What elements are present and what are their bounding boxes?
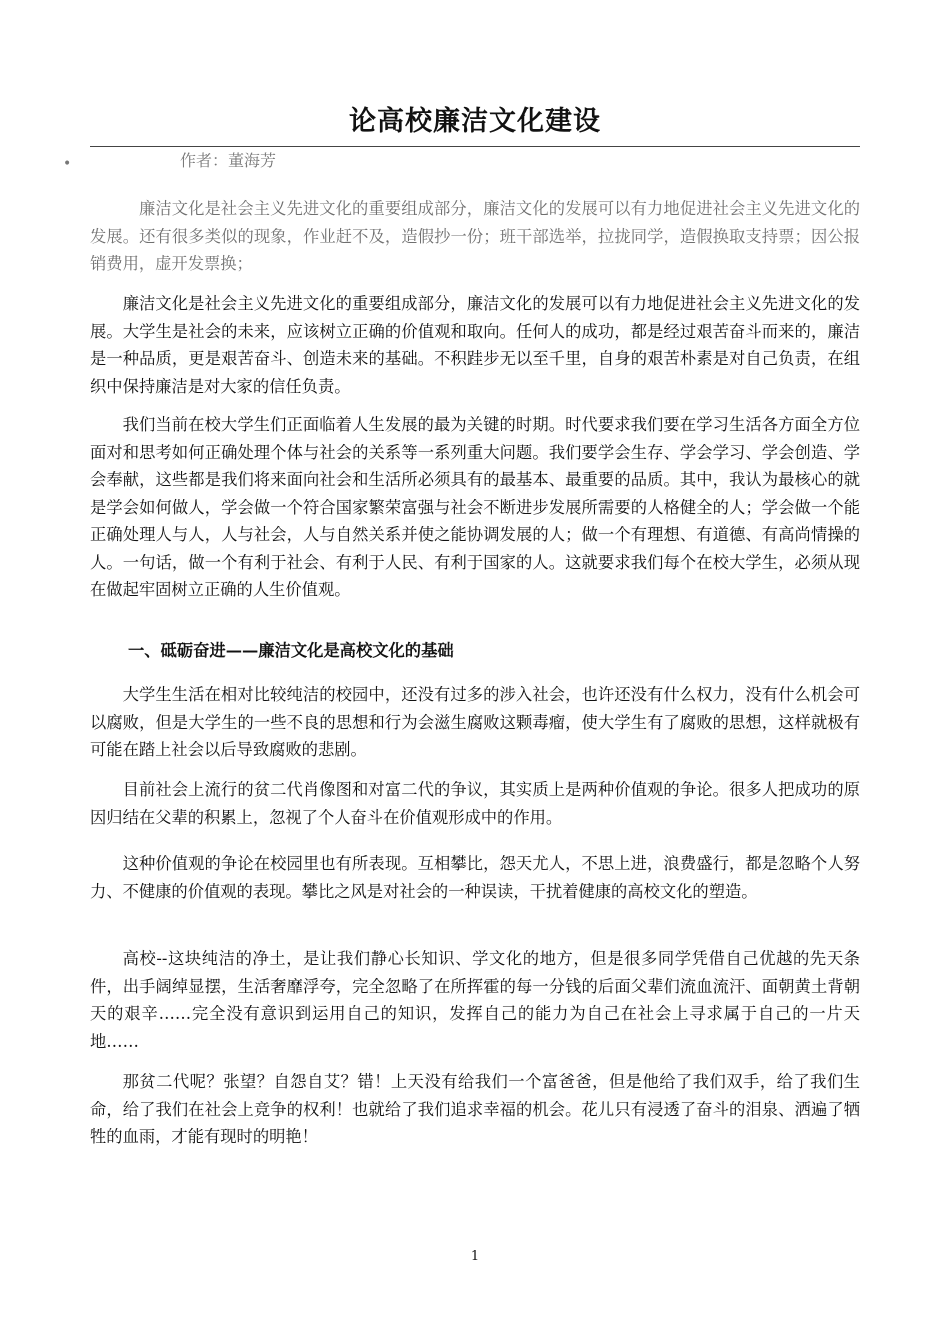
section-heading: 一、砥砺奋进——廉洁文化是高校文化的基础 [128,641,454,660]
abstract-paragraph: 廉洁文化是社会主义先进文化的重要组成部分，廉洁文化的发展可以有力地促进社会主义先进文化的发展。还有很多类似的现象，作业赶不及，造假抄一份；班干部选举，拉拢同学，造假换取支持票；因公报销费用，虚开发票换； [90,199,860,273]
document-title: 论高校廉洁文化建设 [349,106,601,137]
page-number: 1 [470,1249,480,1264]
section-paragraph-2: 目前社会上流行的贫二代肖像图和对富二代的争议，其实质上是两种价值观的争论。很多人把成功的原因归结在父辈的积累上，忽视了个人奋斗在价值观形成中的作用。 [90,780,860,827]
body-paragraph-2: 我们当前在校大学生们正面临着人生发展的最为关键的时期。时代要求我们要在学习生活各方面全方位面对和思考如何正确处理个体与社会的关系等一系列重大问题。我们要学会生存、学会学习、学会创造、学会奉献，这些都是我们将来面向社会和生活所必须具有的最基本、最重要的品质。其中，我认为最核心的就是学会如何做人，学会做一个符合国家繁荣富强与社会不断进步发展所需要的人格健全的人；学会做一个能正确处理人与人，人与社会，人与自然关系并使之能协调发展的人；做一个有理想、有道德、有高尚情操的人。一句话，做一个有利于社会、有利于人民、有利于国家的人。这就要求我们每个在校大学生，必须从现在做起牢固树立正确的人生价值观。 [90,415,860,599]
bullet-marker: • [63,156,72,172]
author-line: 作者：董海芳 [180,151,277,170]
title-divider [90,146,860,147]
section-paragraph-3: 这种价值观的争论在校园里也有所表现。互相攀比，怨天尤人，不思上进，浪费盛行，都是忽略个人努力、不健康的价值观的表现。攀比之风是对社会的一种误读，干扰着健康的高校文化的塑造。 [90,854,860,901]
section-paragraph-1: 大学生生活在相对比较纯洁的校园中，还没有过多的涉入社会，也许还没有什么权力，没有什么机会可以腐败，但是大学生的一些不良的思想和行为会滋生腐败这颗毒瘤，使大学生有了腐败的思想，这样就极有可能在踏上社会以后导致腐败的悲剧。 [90,685,860,759]
section-paragraph-4: 高校--这块纯洁的净土，是让我们静心长知识、学文化的地方，但是很多同学凭借自己优越的先天条件，出手阔绰显摆，生活奢靡浮夸，完全忽略了在所挥霍的每一分钱的后面父辈们流血流汗、面朝黄土背朝天的艰辛……完全没有意识到运用自己的知识，发挥自己的能力为自己在社会上寻求属于自己的一片天地…… [90,949,860,1051]
section-paragraph-5: 那贫二代呢？张望？自怨自艾？错！上天没有给我们一个富爸爸，但是他给了我们双手，给了我们生命，给了我们在社会上竞争的权利！也就给了我们追求幸福的机会。花儿只有浸透了奋斗的泪泉、洒遍了牺牲的血雨，才能有现时的明艳！ [90,1072,860,1146]
body-paragraph-1: 廉洁文化是社会主义先进文化的重要组成部分，廉洁文化的发展可以有力地促进社会主义先进文化的发展。大学生是社会的未来，应该树立正确的价值观和取向。任何人的成功，都是经过艰苦奋斗而来的，廉洁是一种品质，更是艰苦奋斗、创造未来的基础。不积跬步无以至千里，自身的艰苦朴素是对自己负责，在组织中保持廉洁是对大家的信任负责。 [90,294,860,396]
